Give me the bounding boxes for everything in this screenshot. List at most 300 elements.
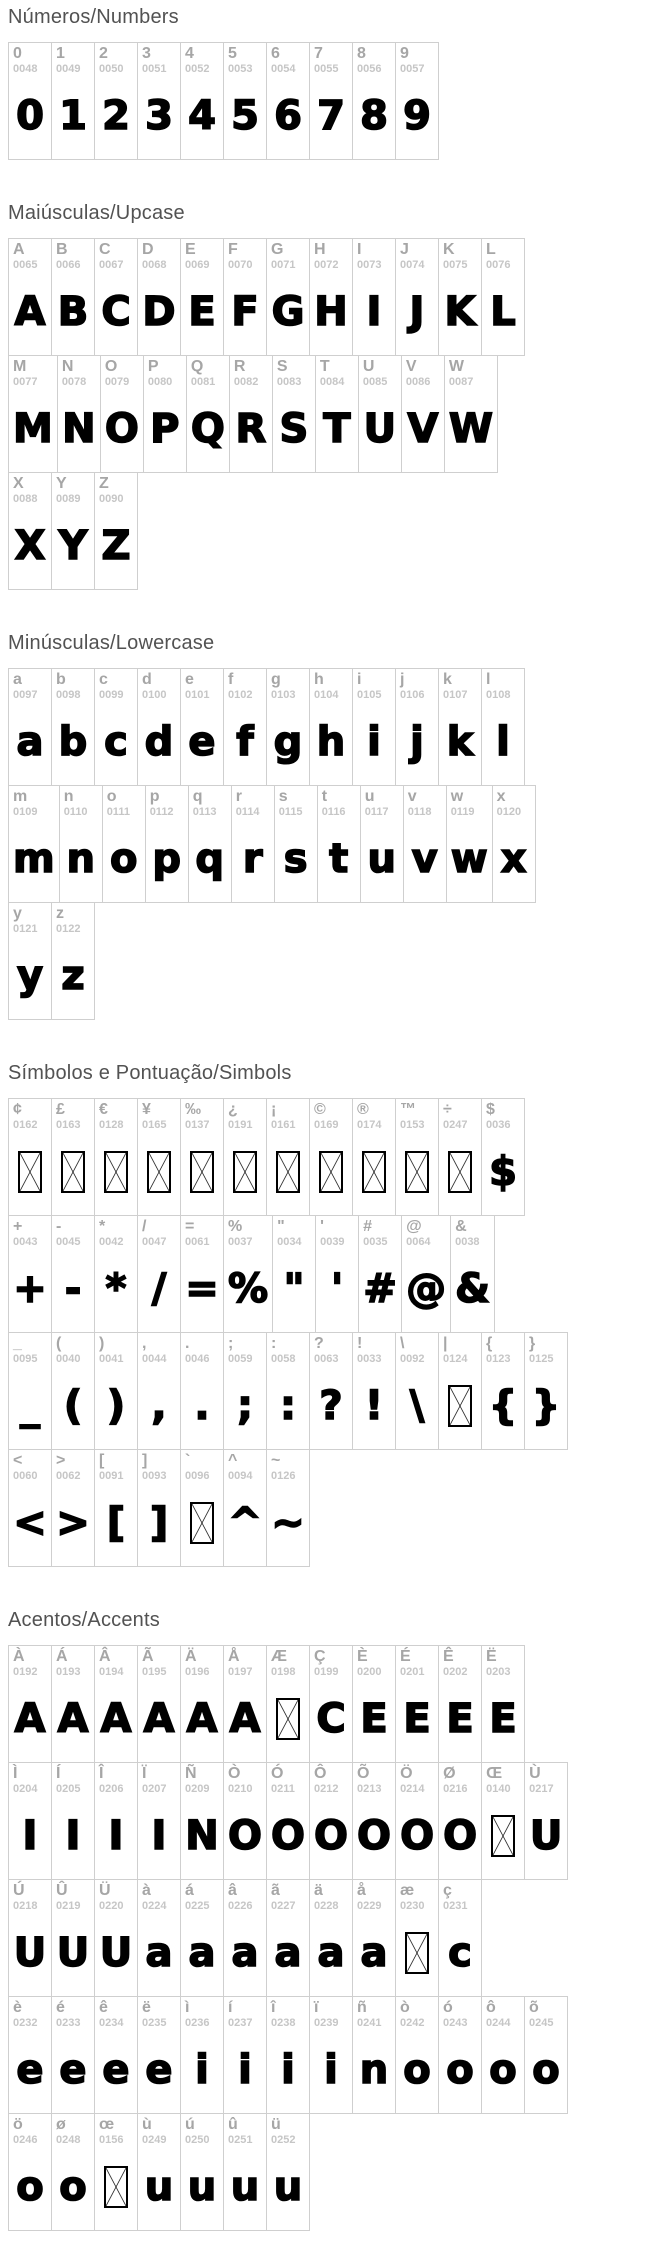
glyph-cell (94, 1996, 138, 2114)
cell-unicode-code: 0040 (56, 1353, 81, 1365)
cell-char-label: Â (99, 1648, 111, 1665)
glyph-cell (137, 668, 181, 786)
cell-char-label: & (455, 1218, 467, 1235)
cell-glyph: O (271, 1812, 306, 1859)
cell-char-label: ã (271, 1882, 280, 1899)
cell-char-label: á (185, 1882, 194, 1899)
cell-char-label: d (142, 671, 152, 688)
glyph-cell (401, 1215, 451, 1333)
cell-unicode-code: 0205 (56, 1783, 81, 1795)
cell-unicode-code: 0140 (486, 1783, 511, 1795)
cell-glyph: h (316, 718, 346, 765)
cell-unicode-code: 0050 (99, 63, 124, 75)
cell-char-label: A (13, 241, 25, 258)
glyph-cell (8, 1996, 52, 2114)
cell-glyph: o (489, 2046, 517, 2093)
cell-unicode-code: 0120 (496, 806, 522, 818)
cell-unicode-code: 0206 (99, 1783, 124, 1795)
cell-glyph-area (234, 389, 268, 468)
missing-glyph-box-icon (362, 1151, 386, 1193)
glyph-cell (137, 1762, 181, 1880)
cell-glyph-area (277, 389, 311, 468)
cell-glyph: 3 (145, 92, 173, 139)
cell-glyph-area (142, 76, 176, 155)
section-title: Símbolos e Pontuação/Simbols (8, 1062, 292, 1084)
cell-unicode-code: 0227 (271, 1900, 296, 1912)
glyph-cell (309, 1762, 353, 1880)
cell-glyph: " (283, 1265, 305, 1312)
cell-char-label: ä (314, 1882, 323, 1899)
cell-glyph: : (280, 1382, 296, 1429)
cell-glyph: * (105, 1265, 127, 1312)
cell-glyph: b (58, 718, 88, 765)
cell-unicode-code: 0043 (13, 1236, 38, 1248)
cell-glyph: I (22, 1812, 38, 1859)
glyph-cell (481, 238, 525, 356)
cell-unicode-code: 0080 (147, 376, 173, 388)
cell-char-label: å (357, 1882, 366, 1899)
glyph-cell (8, 1449, 52, 1567)
cell-glyph-area (314, 702, 348, 781)
glyph-cell (524, 1996, 568, 2114)
missing-glyph-box-icon (448, 1151, 472, 1193)
cell-unicode-code: 0044 (142, 1353, 167, 1365)
glyph-cell (438, 1762, 482, 1880)
cell-glyph-area (271, 1132, 305, 1211)
cell-char-label: | (443, 1335, 448, 1352)
missing-glyph-box-icon (491, 1815, 515, 1857)
glyph-cell (358, 355, 402, 473)
glyph-cell (438, 238, 482, 356)
glyph-cell (395, 1645, 439, 1763)
cell-glyph-area (271, 76, 305, 155)
cell-glyph: n (359, 2046, 389, 2093)
glyph-cell (180, 2113, 224, 2231)
glyph-cell (223, 1332, 267, 1450)
cell-glyph: > (56, 1499, 90, 1546)
cell-glyph: U (529, 1812, 563, 1859)
cell-glyph-area (13, 819, 55, 898)
cell-unicode-code: 0242 (400, 2017, 425, 2029)
cell-unicode-code: 0124 (443, 1353, 468, 1365)
cell-char-label: P (147, 358, 159, 375)
cell-glyph: a (188, 1929, 216, 1976)
cell-glyph: A (229, 1695, 261, 1742)
cell-glyph-area (400, 76, 434, 155)
cell-unicode-code: 0112 (149, 806, 174, 818)
cell-glyph-area (56, 272, 90, 351)
cell-glyph: 8 (360, 92, 388, 139)
cell-glyph: { (488, 1382, 518, 1429)
cell-glyph-area (271, 1796, 305, 1875)
cell-glyph-area (314, 2030, 348, 2109)
cell-glyph-area (271, 1483, 305, 1562)
cell-unicode-code: 0116 (321, 806, 346, 818)
cell-glyph-area (13, 936, 47, 1015)
cell-unicode-code: 0204 (13, 1783, 38, 1795)
cell-glyph: j (410, 718, 424, 765)
glyph-table (8, 668, 661, 1020)
cell-glyph-area (357, 76, 391, 155)
cell-glyph: C (101, 288, 131, 335)
cell-char-label: U (362, 358, 375, 375)
cell-unicode-code: 0203 (486, 1666, 511, 1678)
cell-glyph: Z (101, 522, 131, 569)
glyph-cell (94, 1879, 138, 1997)
cell-unicode-code: 0047 (142, 1236, 167, 1248)
cell-glyph: e (59, 2046, 87, 2093)
cell-char-label: , (142, 1335, 147, 1352)
cell-unicode-code: 0046 (185, 1353, 210, 1365)
cell-glyph: m (13, 835, 55, 882)
cell-glyph-area (185, 702, 219, 781)
cell-glyph-area (142, 2030, 176, 2109)
cell-unicode-code: 0070 (228, 259, 253, 271)
cell-unicode-code: 0231 (443, 1900, 468, 1912)
cell-glyph: M (13, 405, 53, 452)
glyph-row (8, 42, 661, 160)
cell-unicode-code: 0114 (235, 806, 260, 818)
cell-char-label: h (314, 671, 324, 688)
cell-unicode-code: 0113 (192, 806, 217, 818)
cell-char-label: Á (56, 1648, 68, 1665)
cell-glyph-area (400, 1132, 434, 1211)
cell-char-label: 3 (142, 45, 151, 62)
cell-glyph: z (61, 952, 85, 999)
cell-char-label: œ (99, 2116, 115, 2133)
cell-glyph-area (64, 819, 98, 898)
cell-unicode-code: 0068 (142, 259, 167, 271)
cell-glyph-area (451, 819, 488, 898)
glyph-cell (524, 1332, 568, 1450)
cell-glyph-area (363, 1249, 397, 1328)
cell-unicode-code: 0207 (142, 1783, 167, 1795)
cell-unicode-code: 0233 (56, 2017, 81, 2029)
cell-glyph-area (443, 1132, 477, 1211)
missing-glyph-box-icon (276, 1151, 300, 1193)
glyph-cell (94, 1098, 138, 1216)
cell-unicode-code: 0191 (228, 1119, 253, 1131)
cell-char-label: ‰ (185, 1101, 201, 1118)
glyph-cell (317, 785, 361, 903)
cell-glyph: l (496, 718, 510, 765)
glyph-cell (395, 42, 439, 160)
cell-char-label: I (357, 241, 362, 258)
cell-glyph-area (363, 389, 397, 468)
glyph-cell (137, 1645, 181, 1763)
glyph-cell (137, 1098, 181, 1216)
glyph-cell (524, 1762, 568, 1880)
cell-glyph-area (497, 819, 531, 898)
cell-glyph: D (142, 288, 176, 335)
cell-unicode-code: 0239 (314, 2017, 339, 2029)
cell-char-label: 9 (400, 45, 409, 62)
cell-glyph: E (403, 1695, 431, 1742)
glyph-cell (444, 355, 498, 473)
glyph-row (8, 472, 661, 590)
cell-glyph-area (148, 389, 182, 468)
cell-char-label: Ù (529, 1765, 541, 1782)
cell-glyph-area (13, 2030, 47, 2109)
glyph-cell (352, 1996, 396, 2114)
cell-char-label: G (271, 241, 284, 258)
cell-glyph: U (13, 1929, 47, 1976)
cell-glyph-area (271, 702, 305, 781)
cell-char-label: ! (357, 1335, 363, 1352)
cell-glyph: r (242, 835, 263, 882)
glyph-cell (8, 1215, 52, 1333)
cell-glyph: d (144, 718, 174, 765)
cell-unicode-code: 0174 (357, 1119, 382, 1131)
cell-glyph: i (195, 2046, 209, 2093)
cell-glyph-area (271, 1366, 305, 1445)
cell-unicode-code: 0230 (400, 1900, 425, 1912)
glyph-row (8, 1645, 661, 1763)
glyph-table (8, 1098, 661, 1567)
cell-glyph-area (56, 1796, 90, 1875)
glyph-row (8, 2113, 661, 2231)
section-title: Números/Numbers (8, 6, 179, 28)
cell-unicode-code: 0163 (56, 1119, 81, 1131)
cell-glyph-area (400, 2030, 434, 2109)
missing-glyph-box-icon (319, 1151, 343, 1193)
cell-glyph-area (486, 1679, 520, 1758)
cell-unicode-code: 0048 (13, 63, 38, 75)
cell-char-label: ò (400, 1999, 410, 2016)
cell-glyph: K (444, 288, 476, 335)
cell-unicode-code: 0198 (271, 1666, 296, 1678)
cell-unicode-code: 0217 (529, 1783, 554, 1795)
cell-glyph: a (231, 1929, 259, 1976)
cell-unicode-code: 0052 (185, 63, 210, 75)
glyph-cell (438, 1332, 482, 1450)
cell-char-label: Ì (13, 1765, 18, 1782)
glyph-cell (438, 1879, 482, 1997)
cell-glyph-area (271, 272, 305, 351)
cell-glyph: _ (20, 1382, 40, 1429)
cell-char-label: É (400, 1648, 411, 1665)
cell-char-label: b (56, 671, 66, 688)
cell-glyph-area (185, 2030, 219, 2109)
glyph-cell (223, 1879, 267, 1997)
glyph-cell (94, 2113, 138, 2231)
cell-glyph: I (108, 1812, 124, 1859)
glyph-row (8, 1762, 661, 1880)
cell-unicode-code: 0086 (405, 376, 431, 388)
cell-unicode-code: 0064 (406, 1236, 431, 1248)
cell-glyph: x (500, 835, 527, 882)
cell-glyph-area (99, 1913, 133, 1992)
cell-unicode-code: 0076 (486, 259, 511, 271)
glyph-row (8, 238, 661, 356)
cell-glyph: I (366, 288, 382, 335)
cell-char-label: Ñ (185, 1765, 197, 1782)
cell-glyph: ) (106, 1382, 126, 1429)
glyph-cell (266, 1996, 310, 2114)
missing-glyph-box-icon (405, 1151, 429, 1193)
cell-glyph-area (314, 1913, 348, 1992)
missing-glyph-box-icon (18, 1151, 42, 1193)
cell-char-label: Ô (314, 1765, 327, 1782)
cell-glyph: } (531, 1382, 561, 1429)
cell-unicode-code: 0034 (277, 1236, 302, 1248)
cell-glyph-area (443, 1679, 477, 1758)
cell-char-label: M (13, 358, 27, 375)
cell-char-label: k (443, 671, 452, 688)
cell-glyph-area (13, 506, 47, 585)
cell-char-label: Ç (314, 1648, 326, 1665)
cell-glyph: U (56, 1929, 90, 1976)
cell-unicode-code: 0213 (357, 1783, 382, 1795)
cell-glyph-area (107, 819, 141, 898)
cell-char-label: e (185, 671, 194, 688)
cell-char-label: " (277, 1218, 285, 1235)
cell-glyph-area (314, 76, 348, 155)
cell-glyph: . (194, 1382, 210, 1429)
glyph-cell (266, 2113, 310, 2231)
cell-glyph: o (403, 2046, 431, 2093)
glyph-cell (481, 1098, 525, 1216)
cell-unicode-code: 0051 (142, 63, 167, 75)
cell-unicode-code: 0077 (13, 376, 38, 388)
cell-unicode-code: 0244 (486, 2017, 511, 2029)
cell-glyph-area (185, 1679, 219, 1758)
cell-char-label: Ò (228, 1765, 241, 1782)
glyph-row (8, 1098, 661, 1216)
glyph-cell (352, 1879, 396, 1997)
cell-glyph-area (13, 76, 47, 155)
cell-char-label: ô (486, 1999, 496, 2016)
cell-char-label: £ (56, 1101, 65, 1118)
cell-glyph: c (448, 1929, 472, 1976)
glyph-cell (309, 1879, 353, 1997)
cell-unicode-code: 0252 (271, 2134, 296, 2146)
cell-char-label: c (99, 671, 108, 688)
glyph-cell (8, 355, 58, 473)
cell-unicode-code: 0237 (228, 2017, 253, 2029)
cell-unicode-code: 0232 (13, 2017, 38, 2029)
cell-glyph: o (59, 2163, 87, 2210)
cell-char-label: R (233, 358, 246, 375)
cell-glyph-area (142, 1913, 176, 1992)
cell-glyph-area (400, 702, 434, 781)
cell-char-label: J (400, 241, 409, 258)
missing-glyph-box-icon (104, 2166, 128, 2208)
cell-glyph-area (228, 1796, 262, 1875)
glyph-cell (266, 1879, 310, 1997)
cell-glyph-area (142, 1249, 176, 1328)
cell-unicode-code: 0195 (142, 1666, 167, 1678)
cell-glyph-area (271, 2147, 305, 2226)
cell-glyph-area (314, 1366, 348, 1445)
cell-char-label: ö (13, 2116, 23, 2133)
cell-unicode-code: 0106 (400, 689, 425, 701)
cell-glyph: # (363, 1265, 397, 1312)
cell-unicode-code: 0210 (228, 1783, 253, 1795)
cell-char-label: r (235, 788, 242, 805)
cell-glyph-area (529, 2030, 563, 2109)
glyph-cell (51, 1449, 95, 1567)
cell-char-label: ¢ (13, 1101, 22, 1118)
cell-glyph-area (228, 2147, 262, 2226)
glyph-cell (51, 1762, 95, 1880)
cell-unicode-code: 0228 (314, 1900, 339, 1912)
cell-glyph-area (400, 272, 434, 351)
cell-glyph-area (185, 1132, 219, 1211)
cell-char-label: / (142, 1218, 147, 1235)
cell-unicode-code: 0126 (271, 1470, 296, 1482)
cell-glyph: < (13, 1499, 47, 1546)
cell-char-label: w (450, 788, 464, 805)
cell-glyph: 4 (188, 92, 216, 139)
missing-glyph-box-icon (190, 1151, 214, 1193)
glyph-cell (180, 42, 224, 160)
glyph-cell (229, 355, 273, 473)
cell-glyph-area (99, 1132, 133, 1211)
cell-unicode-code: 0082 (233, 376, 259, 388)
cell-glyph-area (105, 389, 139, 468)
glyph-cell (137, 1996, 181, 2114)
cell-glyph: k (446, 718, 474, 765)
glyph-row (8, 1879, 661, 1997)
cell-glyph-area (357, 1366, 391, 1445)
cell-glyph: O (443, 1812, 478, 1859)
cell-glyph-area (56, 76, 90, 155)
cell-char-label: ) (99, 1335, 105, 1352)
cell-unicode-code: 0065 (13, 259, 38, 271)
cell-char-label: ` (185, 1452, 191, 1469)
cell-unicode-code: 0104 (314, 689, 339, 701)
cell-glyph-area (150, 819, 184, 898)
glyph-cell (223, 1645, 267, 1763)
cell-char-label: < (13, 1452, 23, 1469)
cell-glyph-area (228, 1913, 262, 1992)
glyph-cell (395, 1879, 439, 1997)
cell-glyph-area (228, 702, 262, 781)
cell-char-label: Û (56, 1882, 68, 1899)
cell-char-label: T (319, 358, 330, 375)
glyph-cell (180, 668, 224, 786)
cell-glyph-area (357, 1132, 391, 1211)
cell-glyph-area (406, 1249, 446, 1328)
cell-unicode-code: 0197 (228, 1666, 253, 1678)
glyph-cell (180, 238, 224, 356)
glyph-cell (100, 355, 144, 473)
glyph-cell (223, 1449, 267, 1567)
cell-char-label: z (56, 905, 64, 922)
cell-glyph-area (13, 702, 47, 781)
glyph-cell (358, 1215, 402, 1333)
cell-glyph: g (273, 718, 303, 765)
cell-glyph: N (185, 1812, 219, 1859)
cell-glyph: n (66, 835, 95, 882)
cell-glyph: A (14, 1695, 46, 1742)
cell-unicode-code: 0102 (228, 689, 253, 701)
cell-char-label: Ï (142, 1765, 147, 1782)
cell-unicode-code: 0212 (314, 1783, 339, 1795)
cell-char-label: € (99, 1101, 108, 1118)
cell-char-label: Î (99, 1765, 104, 1782)
glyph-cell (51, 1215, 95, 1333)
cell-glyph-area (320, 389, 354, 468)
cell-glyph-area (142, 702, 176, 781)
cell-glyph-area (99, 1679, 133, 1758)
cell-glyph: O (314, 1812, 349, 1859)
glyph-cell (188, 785, 232, 903)
cell-glyph-area (185, 1366, 219, 1445)
cell-glyph-area (228, 1132, 262, 1211)
cell-glyph-area (99, 1366, 133, 1445)
